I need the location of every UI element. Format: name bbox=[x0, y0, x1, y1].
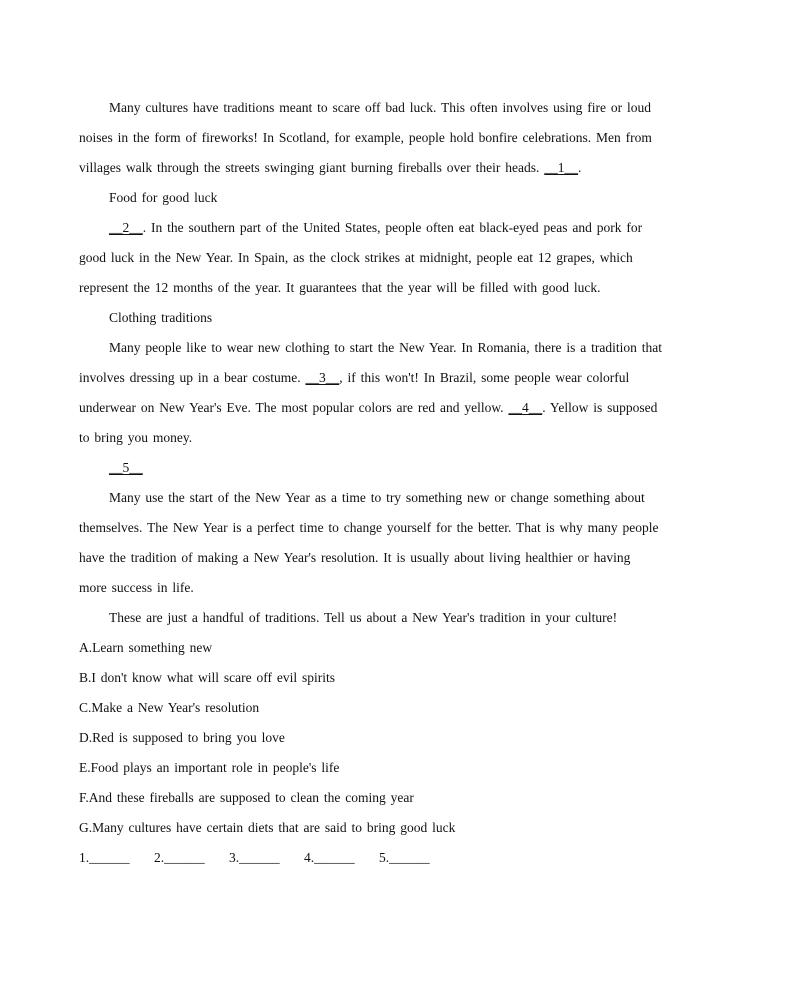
paragraph-3-line-3 bbox=[79, 399, 719, 417]
paragraph-3-line-1: Many people like to wear new clothing to start the New Year. In Romania, there is a tradition that bbox=[109, 340, 662, 355]
answer-row bbox=[79, 849, 719, 867]
paragraph-3-line-3-b: . Yellow is supposed bbox=[542, 400, 658, 415]
section-heading-food: Food for good luck bbox=[109, 190, 218, 205]
answer-1: 1.______ bbox=[79, 850, 130, 865]
answer-3: 3.______ bbox=[229, 850, 280, 865]
option-b: B.I don't know what will scare off evil spirits bbox=[79, 670, 336, 685]
paragraph-4-line-1: Many use the start of the New Year as a time to try something new or change something about bbox=[109, 490, 645, 505]
blank-1: __1__ bbox=[544, 160, 579, 175]
paragraph-3-line-2 bbox=[79, 369, 719, 387]
blank-2: __2__ bbox=[109, 220, 143, 235]
paragraph-2-line-2: good luck in the New Year. In Spain, as the clock strikes at midnight, people eat 12 grapes, which bbox=[79, 250, 633, 265]
option-e: E.Food plays an important role in people's life bbox=[79, 760, 340, 775]
paragraph-2-line-3: represent the 12 months of the year. It guarantees that the year will be filled with good luck. bbox=[79, 280, 601, 295]
paragraph-4-line-4: more success in life. bbox=[79, 580, 194, 595]
option-d: D.Red is supposed to bring you love bbox=[79, 730, 285, 745]
paragraph-1-line-3-end: . bbox=[578, 160, 582, 175]
section-heading-blank-5 bbox=[109, 459, 749, 477]
paragraph-1-line-2: noises in the form of fireworks! In Scotland, for example, people hold bonfire celebrations. Men from bbox=[79, 130, 652, 145]
option-f: F.And these fireballs are supposed to clean the coming year bbox=[79, 790, 414, 805]
answer-5: 5.______ bbox=[379, 850, 430, 865]
paragraph-1-line-3 bbox=[79, 159, 719, 177]
paragraph-3-line-2-b: , if this won't! In Brazil, some people wear colorful bbox=[339, 370, 630, 385]
paragraph-2-line-1 bbox=[109, 219, 749, 237]
paragraph-3-line-2-a: involves dressing up in a bear costume. bbox=[79, 370, 306, 385]
answer-2: 2.______ bbox=[154, 850, 205, 865]
answer-4: 4.______ bbox=[304, 850, 355, 865]
paragraph-3-line-4: to bring you money. bbox=[79, 430, 193, 445]
paragraph-1-line-3-text: villages walk through the streets swinging giant burning fireballs over their heads. bbox=[79, 160, 545, 175]
section-heading-clothing: Clothing traditions bbox=[109, 310, 213, 325]
option-c: C.Make a New Year's resolution bbox=[79, 700, 260, 715]
option-a: A.Learn something new bbox=[79, 640, 213, 655]
option-g: G.Many cultures have certain diets that are said to bring good luck bbox=[79, 820, 456, 835]
paragraph-4-line-2: themselves. The New Year is a perfect time to change yourself for the better. That is why many people bbox=[79, 520, 659, 535]
blank-3: __3__ bbox=[305, 370, 340, 385]
paragraph-3-line-3-a: underwear on New Year's Eve. The most popular colors are red and yellow. bbox=[79, 400, 509, 415]
blank-4: __4__ bbox=[508, 400, 543, 415]
paragraph-1-line-1: Many cultures have traditions meant to scare off bad luck. This often involves using fire or loud bbox=[109, 100, 652, 115]
blank-5: __5__ bbox=[109, 460, 143, 475]
paragraph-2-line-1-text: . In the southern part of the United States, people often eat black-eyed peas and pork for bbox=[142, 220, 643, 235]
paragraph-5: These are just a handful of traditions. Tell us about a New Year's tradition in your culture! bbox=[109, 610, 618, 625]
paragraph-4-line-3: have the tradition of making a New Year's resolution. It is usually about living healthier or having bbox=[79, 550, 631, 565]
